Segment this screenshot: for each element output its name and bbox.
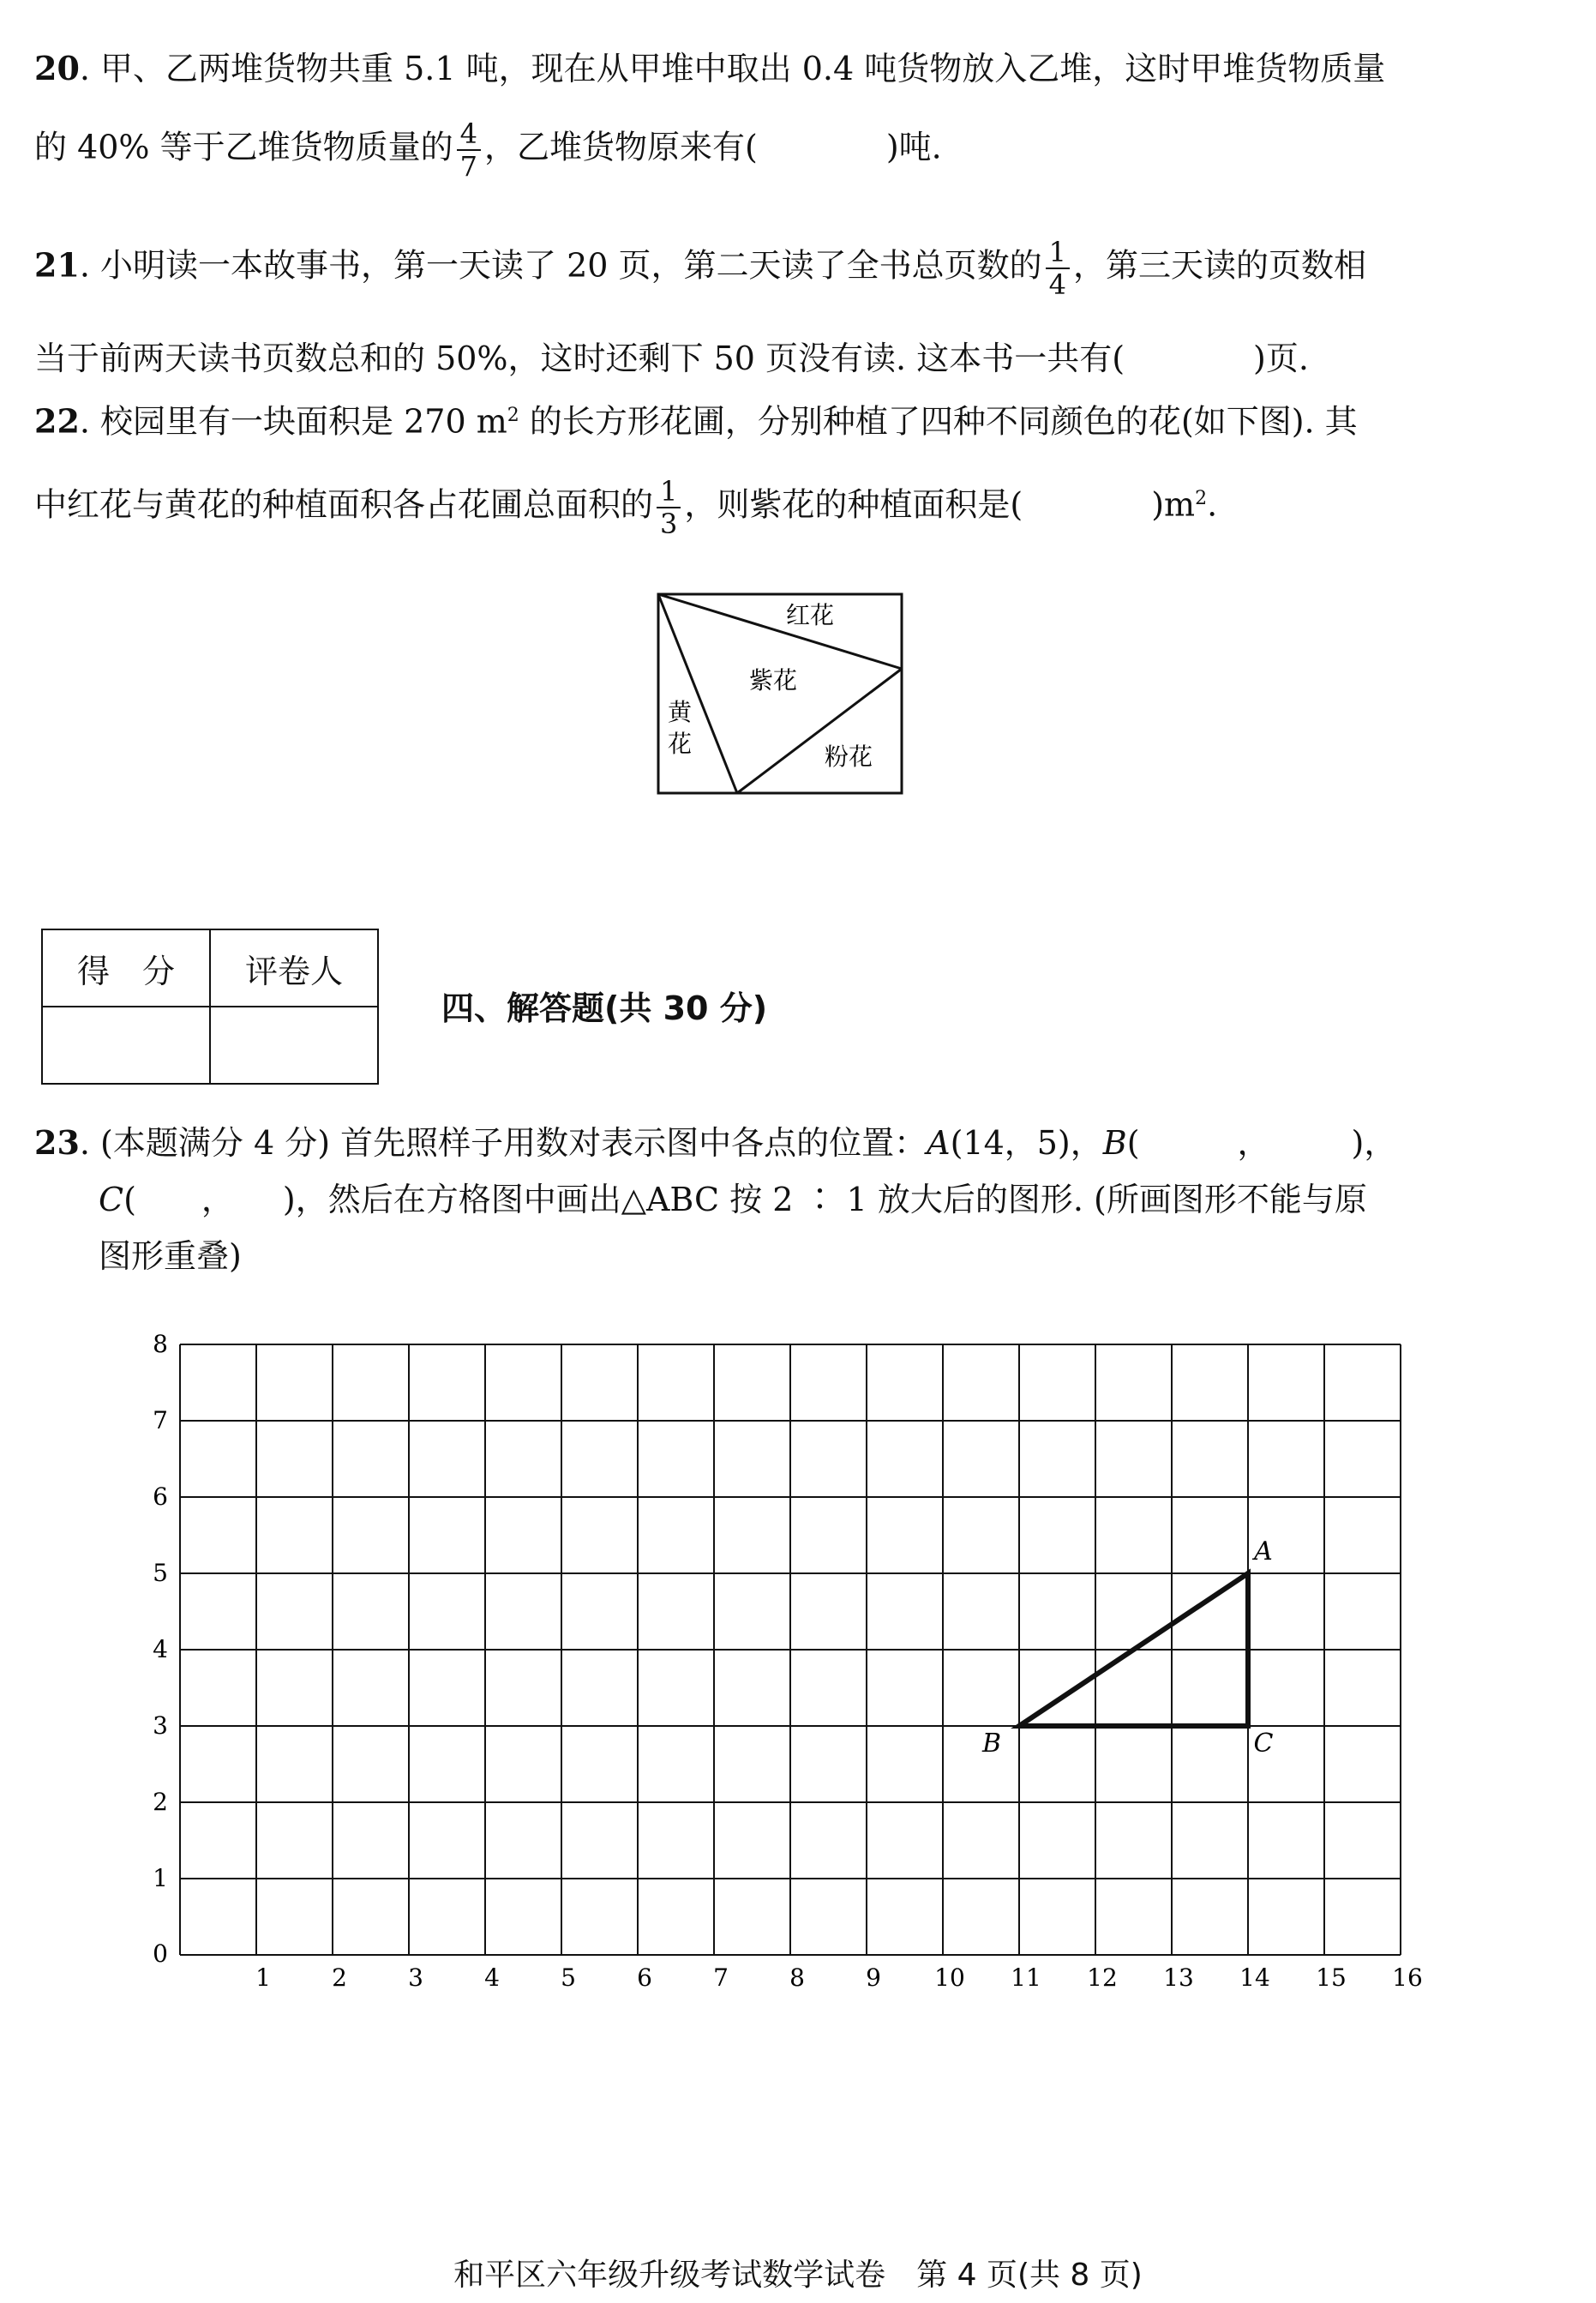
grader-header: 评卷人 [210, 929, 378, 1007]
fraction: $\frac{1}{3}$ [657, 478, 681, 538]
x-tick-label: 14 [1239, 1963, 1270, 1992]
question-number: 22 [34, 401, 80, 441]
point-label-a: A [1254, 1536, 1273, 1566]
question-20-line1: 20. 甲、乙两堆货物共重 5.1 吨，现在从甲堆中取出 0.4 吨货物放入乙堆，这时甲堆货物质量 [34, 49, 1386, 87]
fraction: $\frac{4}{7}$ [457, 120, 481, 180]
fraction: $\frac{1}{4}$ [1046, 238, 1070, 298]
y-tick-label: 6 [153, 1482, 168, 1511]
x-tick-label: 13 [1163, 1963, 1194, 1992]
answer-blank-b[interactable]: ( ， )， [1126, 1124, 1397, 1162]
label-purple: 紫花 [748, 666, 798, 695]
x-tick-label: 16 [1392, 1963, 1423, 1992]
x-tick-label: 0 [153, 1939, 168, 1968]
y-tick-label: 2 [153, 1788, 168, 1816]
answer-blank-c[interactable]: ( ， ) [123, 1181, 296, 1218]
x-tick-label: 3 [408, 1963, 423, 1992]
question-23 [34, 1115, 1543, 1284]
section-title: 四、解答题(共 30 分) [441, 989, 768, 1027]
x-tick-label: 15 [1316, 1963, 1347, 1992]
point-b [1017, 1723, 1022, 1729]
question-20 [34, 43, 1543, 183]
question-number: 23 [34, 1123, 80, 1162]
x-tick-label: 2 [332, 1963, 347, 1992]
x-tick-label: 12 [1087, 1963, 1118, 1992]
question-23-line1: 23. (本题满分 4 分) 首先照样子用数对表示图中各点的位置：A(14，5)，B( ， )， [34, 1123, 1397, 1162]
y-tick-label: 1 [153, 1864, 168, 1892]
x-tick-label: 7 [713, 1963, 729, 1992]
x-tick-label: 1 [255, 1963, 271, 1992]
question-20-line2: 的 40% 等于乙堆货物质量的 $\frac{4}{7}$ ，乙堆货物原来有( )吨. [34, 117, 942, 183]
label-pink: 粉花 [824, 743, 873, 771]
question-23-line3: 图形重叠) [99, 1237, 242, 1275]
question-22-line2: 中红花与黄花的种植面积各占花圃总面积的 $\frac{1}{3}$ ，则紫花的种植面积是( )$m^2$. [34, 474, 1218, 540]
grader-cell[interactable] [210, 1007, 378, 1084]
y-tick-label: 8 [153, 1330, 168, 1358]
question-22 [34, 390, 1543, 538]
score-table [41, 929, 379, 1085]
question-23-line2: C( ， )，然后在方格图中画出△ABC 按 2 ∶ 1 放大后的图形. (所画图形不能与原 [99, 1181, 1367, 1218]
flower-bed-figure [651, 587, 909, 802]
x-tick-label: 6 [637, 1963, 652, 1992]
y-tick-label: 4 [153, 1635, 168, 1663]
question-21-line1: 21. 小明读一本故事书，第一天读了 20 页，第二天读了全书总页数的 $\frac{1}{4}$ ，第三天读的页数相 [34, 236, 1366, 301]
question-21 [34, 238, 1543, 384]
x-tick-label: 8 [789, 1963, 805, 1992]
x-tick-label: 5 [561, 1963, 576, 1992]
coordinate-grid[interactable] [0, 1320, 1596, 2006]
point-a [1245, 1571, 1251, 1576]
point-label-c: C [1253, 1729, 1274, 1759]
x-tick-label: 9 [866, 1963, 881, 1992]
question-21-line2: 当于前两天读书页数总和的 50%，这时还剩下 50 页没有读. 这本书一共有( )页. [34, 340, 1309, 377]
score-header: 得 分 [42, 929, 210, 1007]
page-footer: 和平区六年级升级考试数学试卷 第 4 页(共 8 页) [453, 2258, 1143, 2293]
label-red: 红花 [785, 601, 835, 629]
x-tick-label: 10 [934, 1963, 965, 1992]
x-tick-label: 4 [484, 1963, 500, 1992]
x-tick-label: 11 [1011, 1963, 1041, 1992]
score-cell[interactable] [42, 1007, 210, 1084]
point-label-b: B [981, 1729, 1002, 1759]
question-number: 20 [34, 49, 80, 87]
y-tick-label: 5 [153, 1559, 168, 1587]
point-c [1245, 1723, 1251, 1729]
y-tick-label: 7 [153, 1406, 168, 1434]
label-yellow-2: 花 [667, 730, 693, 758]
y-tick-label: 3 [153, 1711, 168, 1740]
question-number: 21 [34, 245, 80, 285]
question-22-line1: 22. 校园里有一块面积是 270 $m^2$ 的长方形花圃，分别种植了四种不同颜色的花(如下图). 其 [34, 401, 1358, 441]
label-yellow-1: 黄 [667, 698, 693, 726]
